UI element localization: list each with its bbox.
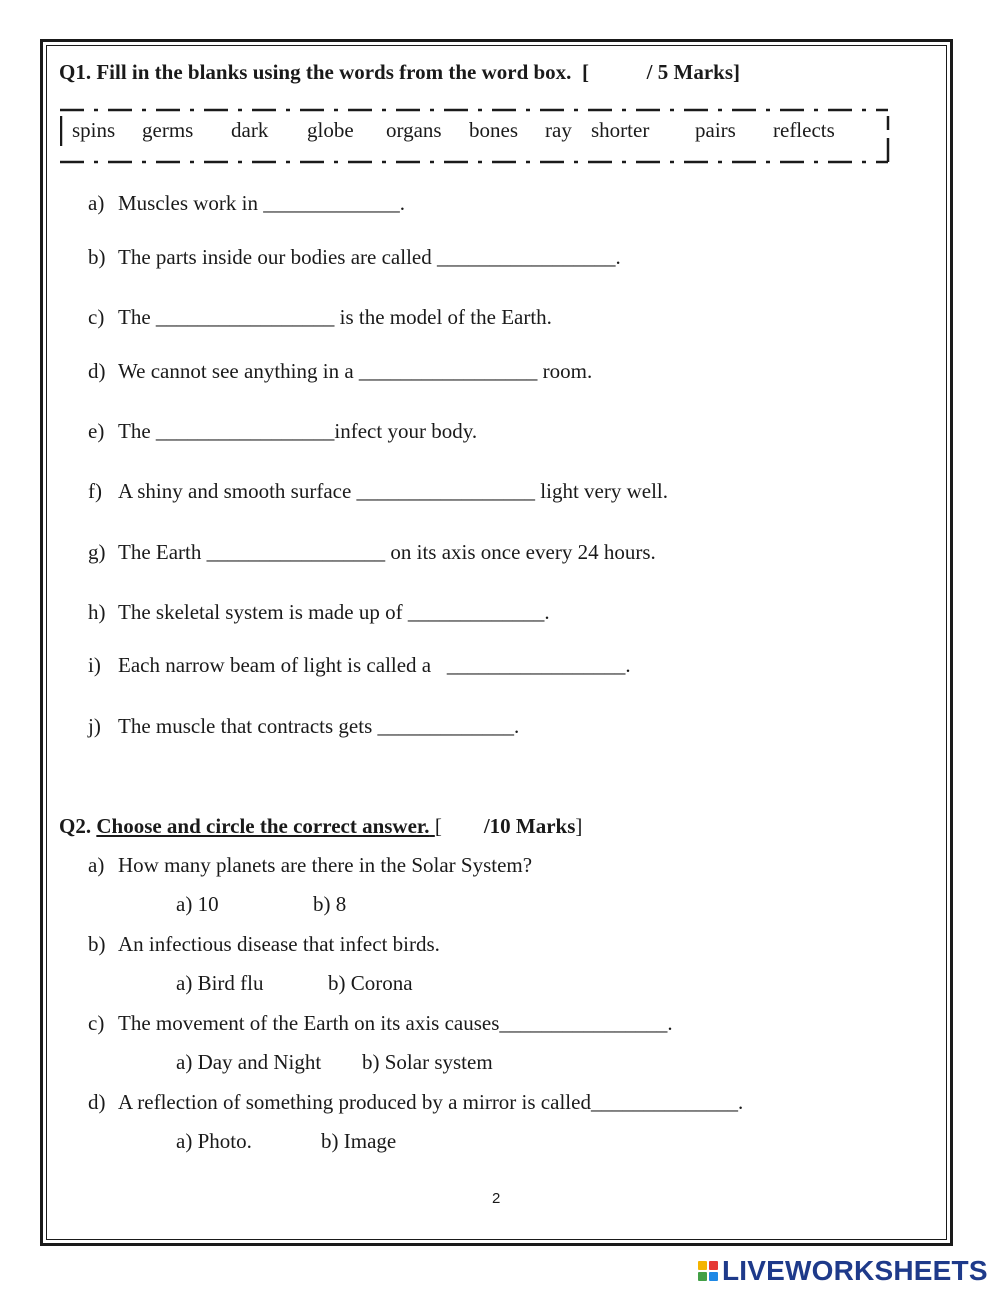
question-text: The movement of the Earth on its axis causes________________. — [118, 1011, 673, 1035]
question-label: a) — [88, 853, 105, 877]
word-bones: bones — [469, 118, 518, 142]
question-label: b) — [88, 932, 106, 956]
q2-heading — [59, 814, 582, 839]
logo-tile — [698, 1261, 707, 1270]
item-text: We cannot see anything in a _________________ room. — [118, 359, 593, 383]
item-text: The _________________ is the model of the Earth. — [118, 305, 552, 329]
q2-title: Choose and circle the correct answer. — [96, 814, 430, 838]
q1-item — [88, 714, 519, 739]
item-label: e) — [88, 419, 105, 443]
word-spins: spins — [72, 118, 116, 142]
item-label: i) — [88, 653, 101, 677]
option-b[interactable]: b) Solar system — [362, 1050, 493, 1074]
word-ray: ray — [545, 118, 572, 142]
logo-tile — [698, 1272, 707, 1281]
q1-item — [88, 359, 592, 384]
option-a[interactable]: a) Day and Night — [176, 1050, 322, 1074]
item-label: j) — [88, 714, 101, 738]
q1-item — [88, 191, 405, 216]
word-germs: germs — [142, 118, 194, 142]
word-organs: organs — [386, 118, 442, 142]
option-a[interactable]: a) Photo. — [176, 1129, 252, 1153]
word-globe: globe — [307, 118, 354, 142]
q1-item — [88, 479, 668, 504]
q1-item — [88, 653, 631, 678]
q1-item — [88, 245, 621, 270]
item-text: The skeletal system is made up of _____________. — [118, 600, 550, 624]
option-a[interactable]: a) Bird flu — [176, 971, 264, 995]
item-text: The muscle that contracts gets _____________. — [118, 714, 520, 738]
item-label: c) — [88, 305, 105, 329]
item-text: The parts inside our bodies are called _________________. — [118, 245, 621, 269]
liveworksheets-logo[interactable] — [698, 1257, 988, 1285]
question-label: c) — [88, 1011, 105, 1035]
item-label: f) — [88, 479, 102, 503]
logo-tile — [709, 1272, 718, 1281]
q2-question — [88, 1090, 743, 1115]
option-b[interactable]: b) Corona — [328, 971, 413, 995]
option-a[interactable]: a) 10 — [176, 892, 219, 916]
word-dark: dark — [231, 118, 269, 142]
logo-tile — [709, 1261, 718, 1270]
word-shorter: shorter — [591, 118, 650, 142]
q2-question — [88, 932, 440, 957]
q2-prefix: Q2. — [59, 814, 92, 838]
item-label: b) — [88, 245, 106, 269]
q2-marks: /10 Marks — [483, 814, 576, 838]
q2-question — [88, 1011, 673, 1036]
item-label: d) — [88, 359, 106, 383]
item-label: g) — [88, 540, 106, 564]
question-text: A reflection of something produced by a mirror is called______________. — [118, 1090, 744, 1114]
item-text: A shiny and smooth surface _________________ light very well. — [118, 479, 669, 503]
question-text: How many planets are there in the Solar System? — [118, 853, 533, 877]
logo-text: LIVEWORKSHEETS — [722, 1255, 988, 1286]
page-number: 2 — [492, 1190, 501, 1207]
q2-question — [88, 853, 532, 878]
word-pairs: pairs — [695, 118, 736, 142]
item-text: The _________________infect your body. — [118, 419, 478, 443]
option-b[interactable]: b) Image — [321, 1129, 397, 1153]
q2-bracket-close: ] — [575, 814, 583, 838]
item-text: The Earth _________________ on its axis once every 24 hours. — [118, 540, 656, 564]
q1-item — [88, 540, 656, 565]
question-label: d) — [88, 1090, 106, 1114]
word-box — [60, 108, 890, 165]
word-reflects: reflects — [773, 118, 835, 142]
q1-item — [88, 305, 552, 330]
q1-heading — [59, 60, 740, 85]
question-text: An infectious disease that infect birds. — [118, 932, 440, 956]
item-label: h) — [88, 600, 106, 624]
q1-title: Q1. Fill in the blanks using the words from the word box. — [59, 60, 572, 84]
item-text: Muscles work in _____________. — [118, 191, 405, 215]
q2-bracket-open: [ — [434, 814, 442, 838]
q1-marks: [ / 5 Marks] — [581, 60, 741, 84]
item-text: Each narrow beam of light is called a _________________. — [118, 653, 631, 677]
option-b[interactable]: b) 8 — [313, 892, 347, 916]
item-label: a) — [88, 191, 105, 215]
logo-tiles-icon — [698, 1261, 718, 1281]
q1-item — [88, 600, 550, 625]
q1-item — [88, 419, 477, 444]
